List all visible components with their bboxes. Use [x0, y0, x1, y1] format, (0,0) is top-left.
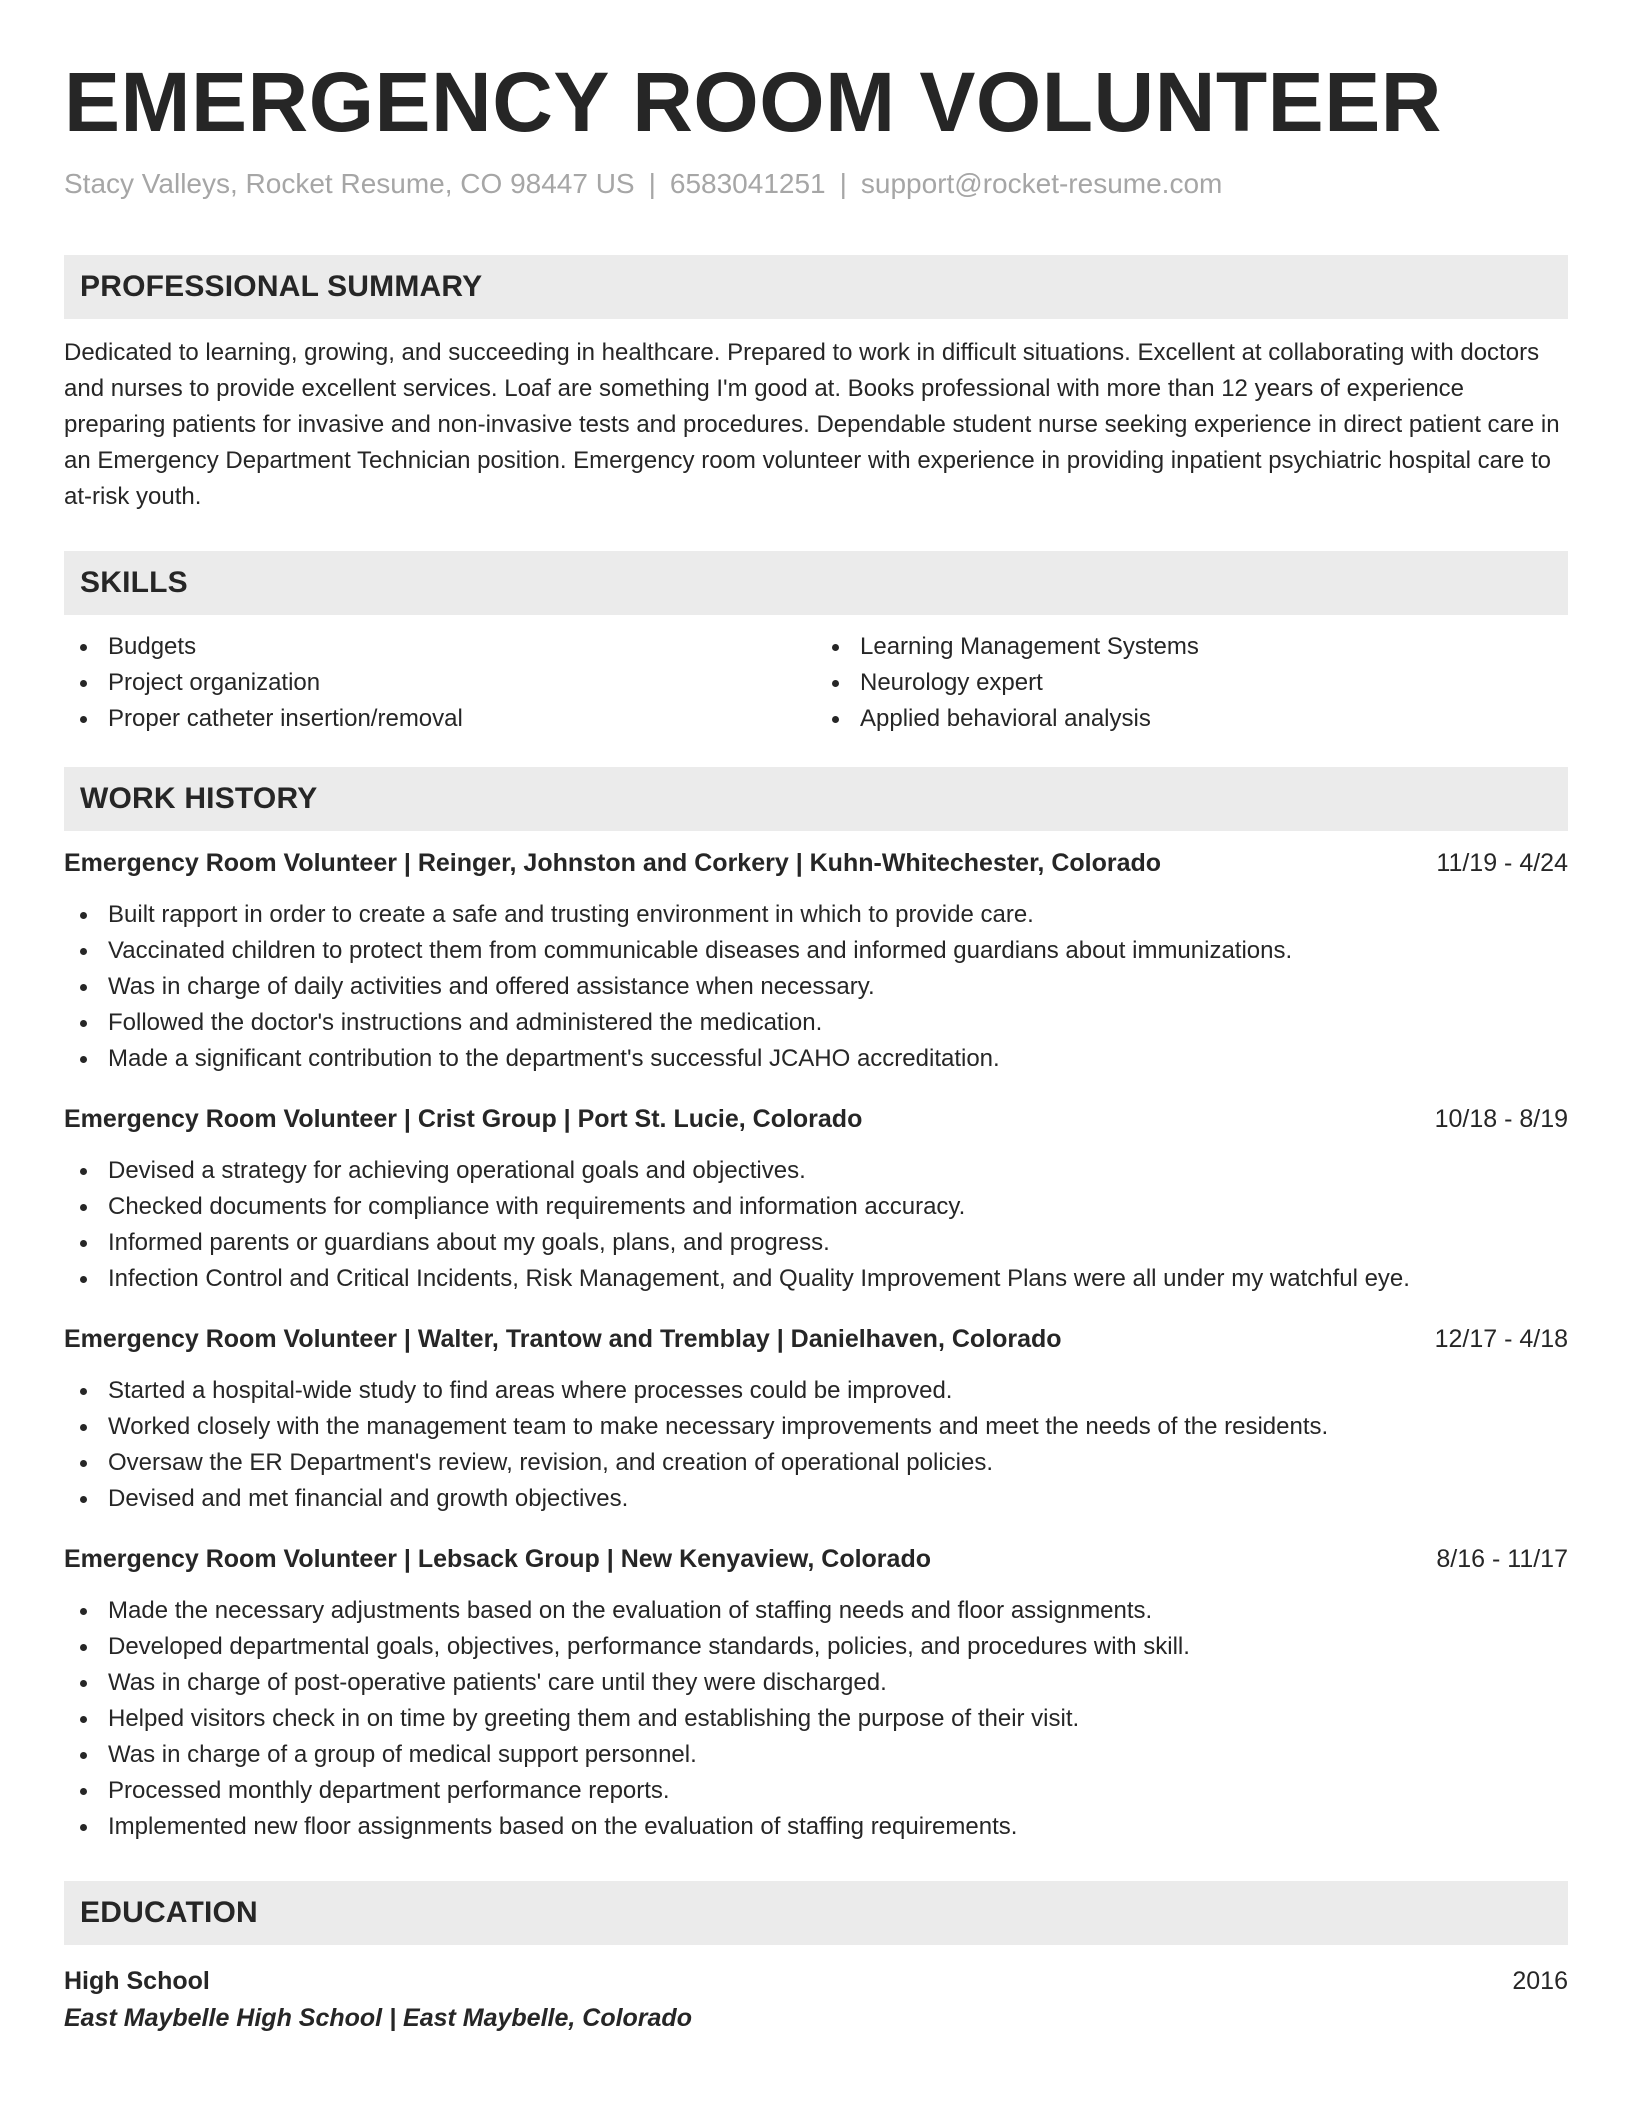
job-bullets — [64, 1153, 1568, 1297]
job-bullet: Implemented new floor assignments based on the evaluation of staffing requirements. — [64, 1809, 1568, 1845]
job-bullets — [64, 897, 1568, 1077]
job-heading: Emergency Room Volunteer | Lebsack Group | New Kenyaview, Colorado — [64, 1544, 931, 1573]
job-bullet: Made the necessary adjustments based on the evaluation of staffing needs and floor assignments. — [64, 1593, 1568, 1629]
summary-section-header — [64, 255, 1568, 319]
job-bullet: Processed monthly department performance reports. — [64, 1773, 1568, 1809]
job-entry — [64, 845, 1568, 1077]
job-dates: 10/18 - 8/19 — [1434, 1104, 1568, 1133]
education-year: 2016 — [1512, 1966, 1568, 1995]
job-heading: Emergency Room Volunteer | Walter, Trantow and Tremblay | Danielhaven, Colorado — [64, 1324, 1062, 1353]
skill-item: Budgets — [64, 629, 816, 665]
contact-phone: 6583041251 — [669, 168, 826, 200]
skill-item: Project organization — [64, 665, 816, 701]
education-section-title: EDUCATION — [80, 1895, 258, 1929]
job-bullet: Developed departmental goals, objectives, performance standards, policies, and procedures with skill. — [64, 1629, 1568, 1665]
job-bullet: Devised a strategy for achieving operational goals and objectives. — [64, 1153, 1568, 1189]
job-bullet: Informed parents or guardians about my goals, plans, and progress. — [64, 1225, 1568, 1261]
skills-section-title: SKILLS — [80, 565, 188, 599]
job-heading: Emergency Room Volunteer | Reinger, Johnston and Corkery | Kuhn-Whitechester, Colorado — [64, 848, 1162, 877]
job-dates: 8/16 - 11/17 — [1436, 1544, 1568, 1573]
summary-section-title: PROFESSIONAL SUMMARY — [80, 269, 483, 303]
education-degree: High School — [64, 1966, 210, 1995]
job-bullet: Was in charge of post-operative patients' care until they were discharged. — [64, 1665, 1568, 1701]
job-entry — [64, 1101, 1568, 1297]
job-bullet: Made a significant contribution to the department's successful JCAHO accreditation. — [64, 1041, 1568, 1077]
job-bullets — [64, 1373, 1568, 1517]
job-bullet: Devised and met financial and growth objectives. — [64, 1481, 1568, 1517]
contact-address: Stacy Valleys, Rocket Resume, CO 98447 US — [64, 168, 635, 200]
skills-column-left — [64, 629, 816, 737]
job-dates: 12/17 - 4/18 — [1434, 1324, 1568, 1353]
education-school: East Maybelle High School | East Maybelle, Colorado — [64, 2003, 692, 2032]
skills-list — [64, 629, 1568, 737]
job-bullet: Was in charge of daily activities and offered assistance when necessary. — [64, 969, 1568, 1005]
candidate-name: EMERGENCY ROOM VOLUNTEER — [64, 55, 1442, 149]
skill-item: Learning Management Systems — [816, 629, 1568, 665]
education-entry — [64, 1963, 1568, 2037]
contact-email: support@rocket-resume.com — [860, 168, 1223, 200]
skill-item: Proper catheter insertion/removal — [64, 701, 816, 737]
contact-separator: | — [648, 168, 656, 200]
job-bullet: Checked documents for compliance with requirements and information accuracy. — [64, 1189, 1568, 1225]
work-section-header — [64, 767, 1568, 831]
job-bullet: Followed the doctor's instructions and administered the medication. — [64, 1005, 1568, 1041]
job-bullets — [64, 1593, 1568, 1845]
skills-column-right — [816, 629, 1568, 737]
skill-item: Applied behavioral analysis — [816, 701, 1568, 737]
contact-separator: | — [839, 168, 847, 200]
skills-section-header — [64, 551, 1568, 615]
job-entry — [64, 1541, 1568, 1845]
job-bullet: Infection Control and Critical Incidents, Risk Management, and Quality Improvement Plans were all under my watchful eye. — [64, 1261, 1568, 1297]
skill-item: Neurology expert — [816, 665, 1568, 701]
job-bullet: Was in charge of a group of medical support personnel. — [64, 1737, 1568, 1773]
education-section-header — [64, 1881, 1568, 1945]
summary-text: Dedicated to learning, growing, and succeeding in healthcare. Prepared to work in difficult situations. Excellent at collaborating with doctors and nurses to provide excellent services. Loaf are something I'm good at. Books professional with more than 12 years of experience preparing patients for invasive and non-invasive tests and procedures. Dependable student nurse seeking experience in direct patient care in an Emergency Department Technician position. Emergency room volunteer with experience in providing inpatient psychiatric hospital care to at-risk youth. — [64, 338, 1560, 510]
job-heading: Emergency Room Volunteer | Crist Group | Port St. Lucie, Colorado — [64, 1104, 863, 1133]
job-bullet: Oversaw the ER Department's review, revision, and creation of operational policies. — [64, 1445, 1568, 1481]
job-bullet: Worked closely with the management team to make necessary improvements and meet the needs of the residents. — [64, 1409, 1568, 1445]
contact-line — [64, 166, 1568, 202]
job-dates: 11/19 - 4/24 — [1436, 848, 1568, 877]
job-bullet: Helped visitors check in on time by greeting them and establishing the purpose of their visit. — [64, 1701, 1568, 1737]
job-entry — [64, 1321, 1568, 1517]
job-bullet: Built rapport in order to create a safe and trusting environment in which to provide care. — [64, 897, 1568, 933]
job-bullet: Started a hospital-wide study to find areas where processes could be improved. — [64, 1373, 1568, 1409]
job-bullet: Vaccinated children to protect them from communicable diseases and informed guardians about immunizations. — [64, 933, 1568, 969]
work-section-title: WORK HISTORY — [80, 781, 318, 815]
